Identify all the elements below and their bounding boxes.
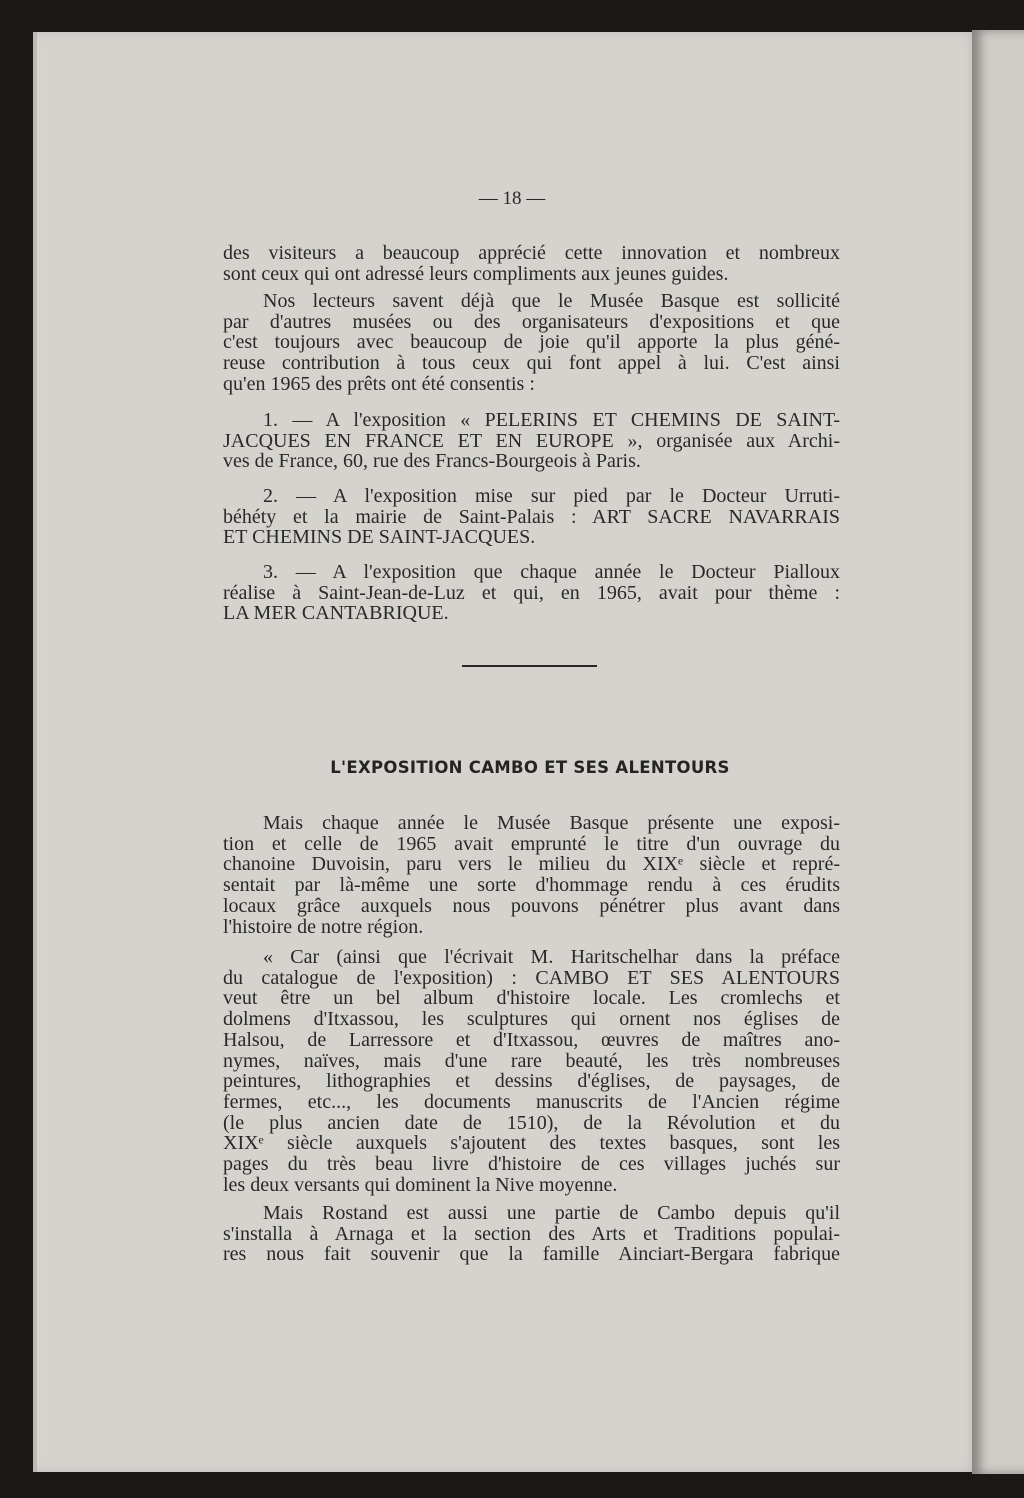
text-line: Halsou, de Larressore et d'Itxassou, œuvres de maîtres ano- <box>223 1028 840 1051</box>
paragraph <box>223 410 840 472</box>
section-heading: L'EXPOSITION CAMBO ET SES ALENTOURS <box>330 758 730 777</box>
paragraph <box>223 291 840 395</box>
text-line: « Car (ainsi que l'écrivait M. Haritschelhar dans la préface <box>263 946 840 968</box>
text-line: veut être un bel album d'histoire locale. Les cromlechs et <box>223 987 840 1010</box>
text-line: locaux grâce auxquels nous pouvons pénétrer plus avant dans <box>223 894 840 917</box>
text-line: béhéty et la mairie de Saint-Palais : ART SACRE NAVARRAIS <box>223 505 840 528</box>
text-line: res nous fait souvenir que la famille Ainciart-Bergara fabrique <box>223 1243 840 1266</box>
paragraph <box>223 813 840 937</box>
text-line: Mais chaque année le Musée Basque présente une exposi- <box>263 812 840 834</box>
text-line: par d'autres musées ou des organisateurs d'expositions et que <box>223 310 840 333</box>
text-line: sont ceux qui ont adressé leurs compliments aux jeunes guides. <box>223 262 729 285</box>
page-number: — 18 — <box>478 188 546 209</box>
text-line: des visiteurs a beaucoup apprécié cette innovation et nombreux <box>223 242 840 264</box>
text-line: du catalogue de l'exposition) : CAMBO ET SES ALENTOURS <box>223 966 840 989</box>
text-line: 3. — A l'exposition que chaque année le Docteur Pialloux <box>263 561 840 583</box>
text-line: LA MER CANTABRIQUE. <box>223 602 449 625</box>
text-line: (le plus ancien date de 1510), de la Révolution et du <box>223 1111 840 1134</box>
text-line: 2. — A l'exposition mise sur pied par le Docteur Urruti- <box>263 485 840 507</box>
paragraph <box>223 562 840 624</box>
paragraph <box>223 1203 840 1265</box>
text-line: réalise à Saint-Jean-de-Luz et qui, en 1965, avait pour thème : <box>223 581 840 604</box>
text-line: sentait par là-même une sorte d'hommage rendu à ces érudits <box>223 874 840 897</box>
text-line: les deux versants qui dominent la Nive moyenne. <box>223 1173 618 1196</box>
text-line: tion et celle de 1965 avait emprunté le titre d'un ouvrage du <box>223 832 840 855</box>
text-line: XIXᵉ siècle auxquels s'ajoutent des textes basques, sont les <box>223 1132 840 1155</box>
text-line: l'histoire de notre région. <box>223 915 424 938</box>
text-line: c'est toujours avec beaucoup de joie qu'il apporte la plus géné- <box>223 331 840 354</box>
page-edge <box>33 32 37 1472</box>
text-line: s'installa à Arnaga et la section des Arts et Traditions populai- <box>223 1222 840 1245</box>
text-line: Nos lecteurs savent déjà que le Musée Basque est sollicité <box>263 290 840 312</box>
text-line: peintures, lithographies et dessins d'églises, de paysages, de <box>223 1070 840 1093</box>
text-line: ves de France, 60, rue des Francs-Bourgeois à Paris. <box>223 450 641 473</box>
text-line: JACQUES EN FRANCE ET EN EUROPE », organisée aux Archi- <box>223 429 840 452</box>
text-line: ET CHEMINS DE SAINT-JACQUES. <box>223 526 536 549</box>
text-line: 1. — A l'exposition « PELERINS ET CHEMINS DE SAINT- <box>263 409 840 431</box>
section-divider <box>462 665 597 667</box>
paragraph <box>223 486 840 548</box>
text-line: chanoine Duvoisin, paru vers le milieu du XIXᵉ siècle et repré- <box>223 853 840 876</box>
paragraph <box>223 947 840 1195</box>
text-line: qu'en 1965 des prêts ont été consentis : <box>223 372 535 395</box>
text-line: dolmens d'Itxassou, les sculptures qui ornent nos églises de <box>223 1008 840 1031</box>
text-line: Mais Rostand est aussi une partie de Cambo depuis qu'il <box>263 1202 840 1224</box>
paragraph <box>223 243 840 284</box>
text-line: pages du très beau livre d'histoire de ces villages juchés sur <box>223 1153 840 1176</box>
text-line: nymes, naïves, mais d'une rare beauté, les très nombreuses <box>223 1049 840 1072</box>
text-line: fermes, etc..., les documents manuscrits de l'Ancien régime <box>223 1090 840 1113</box>
next-page-edge <box>972 30 1024 1474</box>
text-line: reuse contribution à tous ceux qui font appel à lui. C'est ainsi <box>223 352 840 375</box>
